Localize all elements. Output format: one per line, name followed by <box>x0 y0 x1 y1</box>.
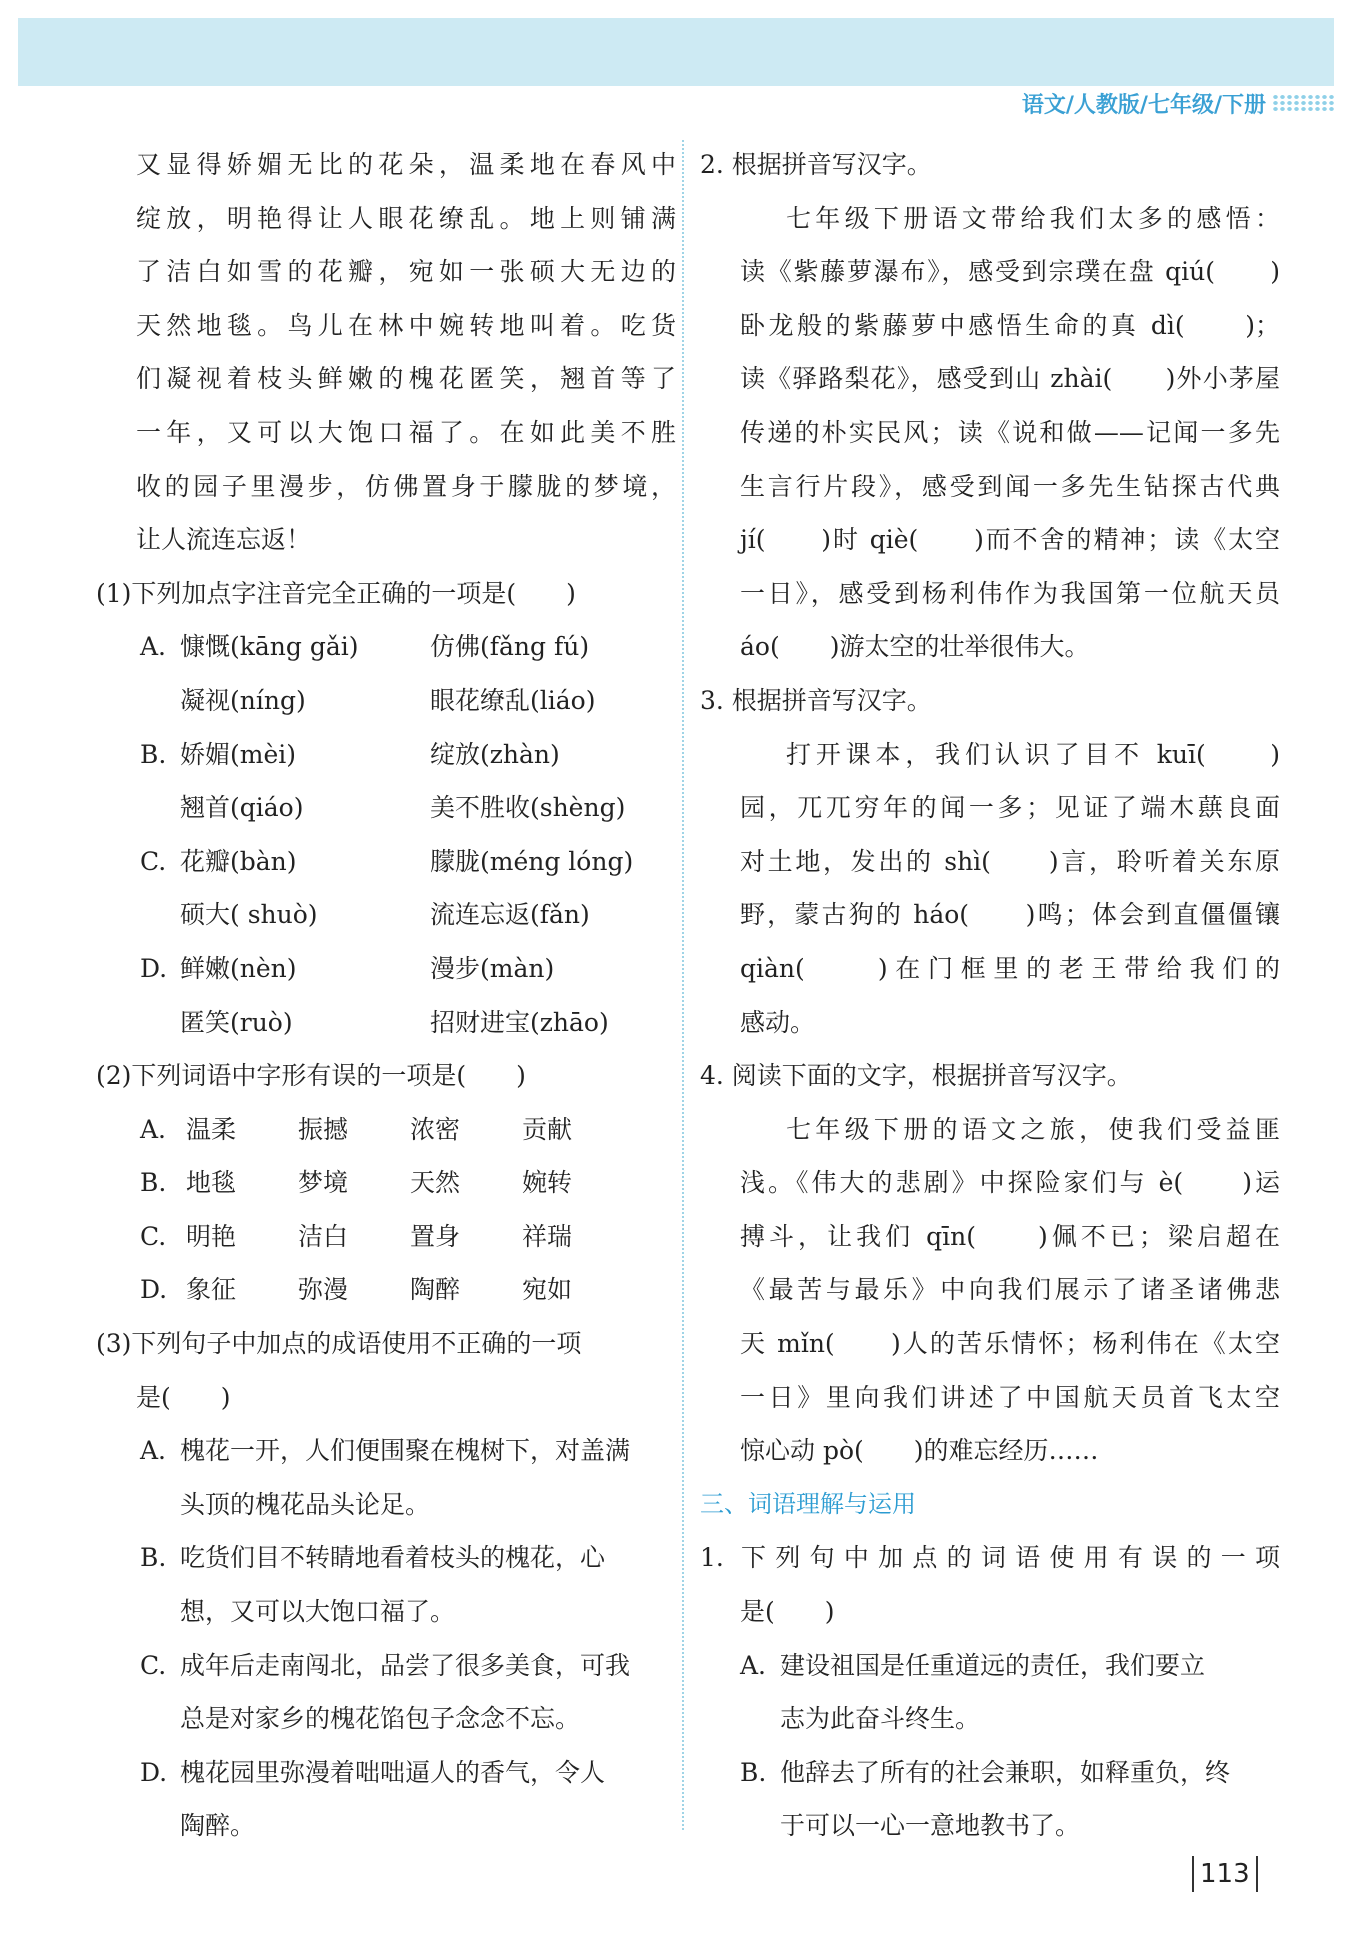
page-number: 113 <box>1192 1856 1258 1892</box>
q3-text-line: 打开课本，我们认识了目不 kuī( ) <box>786 739 1280 769</box>
passage-line: 让人流连忘返！ <box>136 525 312 555</box>
q3-option-line: B. 吃货们目不转睛地看着枝头的槐花，心 <box>140 1543 606 1573</box>
q4-text-line: 浅。《伟大的悲剧》中探险家们与 è( )运 <box>740 1168 1280 1198</box>
q4-text-line: 惊心动 pò( )的难忘经历…… <box>740 1436 1099 1466</box>
q2-option-row: C. 明艳 洁白 置身 祥瑞 <box>140 1221 573 1251</box>
column-divider <box>682 140 684 1830</box>
left-column <box>96 138 676 1853</box>
q3-option-line: A. 槐花一开，人们便围聚在槐树下，对盖满 <box>140 1436 631 1466</box>
section-title: 三、词语理解与运用 <box>700 1489 916 1518</box>
section3-option-line: 于可以一心一意地教书了。 <box>780 1811 1081 1841</box>
passage-line: 了洁白如雪的花瓣，宛如一张硕大无边的 <box>136 257 676 287</box>
passage-line: 又显得娇媚无比的花朵，温柔地在春风中 <box>136 150 676 179</box>
q2-text-line: áo( )游太空的壮举很伟大。 <box>740 632 1090 662</box>
q3-text-line: 对土地，发出的 shì( )言，聆听着关东原 <box>740 846 1280 876</box>
q3-text-line: 感动。 <box>740 1007 816 1037</box>
q1-option-row: C. 花瓣(bàn) 朦胧(méng lóng) <box>140 846 634 876</box>
q3-text-line: 野，蒙古狗的 háo( )鸣；体会到直僵僵镶 <box>740 900 1280 930</box>
q2-text-line: 一日》，感受到杨利伟作为我国第一位航天员 <box>740 578 1280 608</box>
q4-text-line: 天 mǐn( )人的苦乐情怀；杨利伟在《太空 <box>740 1329 1280 1359</box>
right-column <box>700 138 1280 1853</box>
q2-text-line: jí( )时 qiè( )而不舍的精神；读《太空 <box>740 525 1280 555</box>
q2-text-line: 生言行片段》，感受到闻一多先生钻探古代典 <box>740 471 1280 501</box>
question-4-title: 4. 阅读下面的文字，根据拼音写汉字。 <box>700 1061 1132 1091</box>
q4-text-line: 《最苦与最乐》中向我们展示了诸圣诸佛悲 <box>740 1275 1280 1305</box>
q3-option-line: 头顶的槐花品头论足。 <box>180 1489 431 1519</box>
q4-text-line: 一日》里向我们讲述了中国航天员首飞太空 <box>740 1382 1280 1412</box>
q1-option-row: 翘首(qiáo) 美不胜收(shèng) <box>180 793 626 823</box>
section3-q1-stem-cont: 是( ) <box>740 1597 835 1627</box>
section3-option-line: A. 建设祖国是任重道远的责任，我们要立 <box>740 1650 1206 1680</box>
book-label: 语文/人教版/七年级/下册 <box>1021 92 1266 118</box>
q2-text-line: 读《紫藤萝瀑布》，感受到宗璞在盘 qiú( ) <box>740 257 1280 287</box>
q3-option-line: 陶醉。 <box>180 1811 256 1841</box>
header-tab <box>1022 84 1334 122</box>
section3-option-line: B. 他辞去了所有的社会兼职，如释重负，终 <box>740 1757 1231 1787</box>
q2-option-row: D. 象征 弥漫 陶醉 宛如 <box>140 1275 573 1305</box>
q4-text-line: 搏斗，让我们 qīn( )佩不已；梁启超在 <box>740 1221 1280 1251</box>
q2-text-line: 传递的朴实民风；读《说和做——记闻一多先 <box>740 417 1280 447</box>
q4-text-line: 七年级下册的语文之旅，使我们受益匪 <box>786 1114 1280 1144</box>
q3-option-line: 想，又可以大饱口福了。 <box>180 1597 456 1627</box>
q1-option-row: 匿笑(ruò) 招财进宝(zhāo) <box>180 1007 609 1037</box>
passage-line: 天然地毯。鸟儿在林中婉转地叫着。吃货 <box>136 310 676 340</box>
question-3-stem-cont: 是( ) <box>136 1382 231 1412</box>
question-2-stem: (2)下列词语中字形有误的一项是( ) <box>96 1061 526 1091</box>
q1-option-row: D. 鲜嫩(nèn) 漫步(màn) <box>140 953 555 983</box>
passage-line: 收的园子里漫步，仿佛置身于朦胧的梦境， <box>136 471 676 501</box>
q1-option-row: 凝视(níng) 眼花缭乱(liáo) <box>180 685 596 715</box>
q1-option-row: A. 慷慨(kāng gǎi) 仿佛(fǎng fú) <box>140 632 590 662</box>
q2-text-line: 卧龙般的紫藤萝中感悟生命的真 dì( )； <box>740 310 1280 340</box>
passage-line: 们凝视着枝头鲜嫩的槐花匿笑，翘首等了 <box>136 364 676 394</box>
section3-q1-stem: 1. 下列句中加点的词语使用有误的一项 <box>700 1543 1280 1573</box>
q3-text-line: qiàn( )在门框里的老王带给我们的 <box>740 953 1280 983</box>
header-band <box>18 18 1334 86</box>
q1-option-row: B. 娇媚(mèi) 绽放(zhàn) <box>140 739 560 769</box>
passage-line: 一年，又可以大饱口福了。在如此美不胜 <box>136 417 676 447</box>
q2-text-line: 七年级下册语文带给我们太多的感悟： <box>786 203 1280 233</box>
passage-line: 绽放，明艳得让人眼花缭乱。地上则铺满 <box>136 203 676 233</box>
question-3-title: 3. 根据拼音写汉字。 <box>700 685 932 715</box>
q3-text-line: 园，兀兀穷年的闻一多；见证了端木蕻良面 <box>740 793 1280 823</box>
q3-option-line: D. 槐花园里弥漫着咄咄逼人的香气，令人 <box>140 1757 606 1787</box>
q3-option-line: 总是对家乡的槐花馅包子念念不忘。 <box>180 1704 581 1734</box>
q1-option-row: 硕大( shuò) 流连忘返(fǎn) <box>180 900 590 930</box>
question-3-stem: (3)下列句子中加点的成语使用不正确的一项 <box>96 1329 582 1359</box>
q3-option-line: C. 成年后走南闯北，品尝了很多美食，可我 <box>140 1650 631 1680</box>
section3-option-line: 志为此奋斗终生。 <box>780 1704 981 1734</box>
q2-text-line: 读《驿路梨花》，感受到山 zhài( )外小茅屋 <box>740 364 1280 394</box>
question-1-stem: (1)下列加点字注音完全正确的一项是( ) <box>96 578 576 608</box>
q2-option-row: A. 温柔 振撼 浓密 贡献 <box>140 1114 573 1144</box>
question-2-title: 2. 根据拼音写汉字。 <box>700 150 932 179</box>
q2-option-row: B. 地毯 梦境 天然 婉转 <box>140 1168 573 1198</box>
decorative-dots <box>1272 94 1334 112</box>
